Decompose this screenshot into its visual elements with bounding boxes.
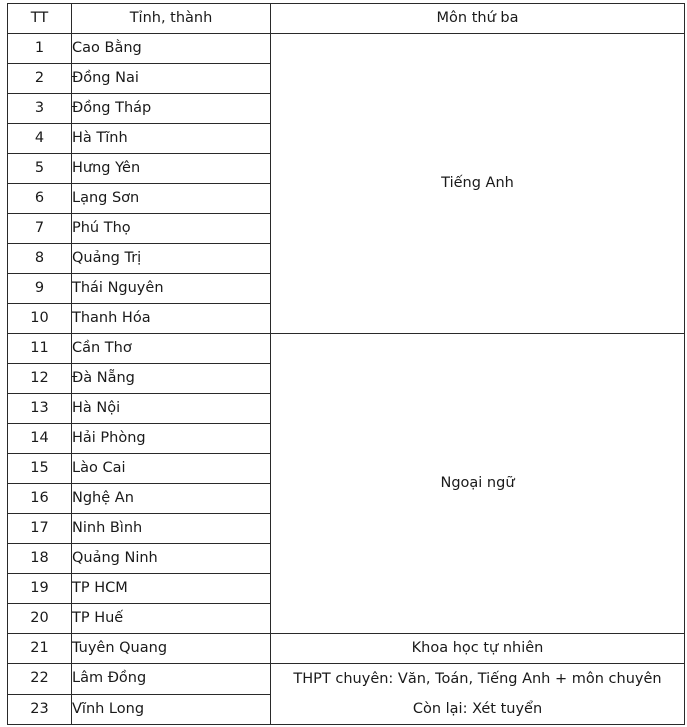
- row-number: 19: [8, 574, 72, 604]
- row-number: 11: [8, 334, 72, 364]
- row-number: 5: [8, 154, 72, 184]
- province-name: Đồng Tháp: [72, 94, 271, 124]
- province-name: Quảng Trị: [72, 244, 271, 274]
- row-number: 20: [8, 604, 72, 634]
- row-number: 6: [8, 184, 72, 214]
- row-number: 12: [8, 364, 72, 394]
- row-number: 17: [8, 514, 72, 544]
- row-number: 2: [8, 64, 72, 94]
- row-number: 14: [8, 424, 72, 454]
- subject-group-natural-science: Khoa học tự nhiên: [271, 634, 685, 664]
- province-name: Thái Nguyên: [72, 274, 271, 304]
- row-number: 4: [8, 124, 72, 154]
- province-name: TP Huế: [72, 604, 271, 634]
- row-number: 15: [8, 454, 72, 484]
- province-name: Cần Thơ: [72, 334, 271, 364]
- province-name: Ninh Bình: [72, 514, 271, 544]
- table-row: [8, 334, 685, 364]
- province-name: Đồng Nai: [72, 64, 271, 94]
- province-name: Đà Nẵng: [72, 364, 271, 394]
- table-header-row: [8, 4, 685, 34]
- row-number: 21: [8, 634, 72, 664]
- third-subject-table: [7, 3, 685, 725]
- province-name: Vĩnh Long: [72, 694, 271, 725]
- province-name: Hải Phòng: [72, 424, 271, 454]
- specialized-schools-note: THPT chuyên: Văn, Toán, Tiếng Anh + môn chuyên: [293, 671, 662, 687]
- other-schools-note: Còn lại: Xét tuyển: [412, 701, 543, 717]
- header-tt: TT: [8, 4, 72, 34]
- row-number: 8: [8, 244, 72, 274]
- row-number: 7: [8, 214, 72, 244]
- province-name: TP HCM: [72, 574, 271, 604]
- province-name: Thanh Hóa: [72, 304, 271, 334]
- row-number: 16: [8, 484, 72, 514]
- province-name: Tuyên Quang: [72, 634, 271, 664]
- header-province: Tỉnh, thành: [72, 4, 271, 34]
- province-name: Quảng Ninh: [72, 544, 271, 574]
- row-number: 1: [8, 34, 72, 64]
- subject-group-english: Tiếng Anh: [271, 34, 685, 334]
- row-number: 23: [8, 694, 72, 725]
- subject-group-lam-dong: [271, 664, 685, 725]
- row-number: 22: [8, 664, 72, 695]
- row-number: 10: [8, 304, 72, 334]
- province-name: Cao Bằng: [72, 34, 271, 64]
- province-name: Lâm Đồng: [72, 664, 271, 695]
- table-row: [8, 664, 685, 695]
- province-name: Hà Nội: [72, 394, 271, 424]
- row-number: 13: [8, 394, 72, 424]
- row-number: 18: [8, 544, 72, 574]
- province-name: Lạng Sơn: [72, 184, 271, 214]
- province-name: Phú Thọ: [72, 214, 271, 244]
- province-name: Hưng Yên: [72, 154, 271, 184]
- province-name: Lào Cai: [72, 454, 271, 484]
- subject-group-foreign-language: Ngoại ngữ: [271, 334, 685, 634]
- row-number: 3: [8, 94, 72, 124]
- header-subject: Môn thứ ba: [271, 4, 685, 34]
- table-row: [8, 34, 685, 64]
- row-number: 9: [8, 274, 72, 304]
- table-row: [8, 634, 685, 664]
- province-name: Hà Tĩnh: [72, 124, 271, 154]
- province-name: Nghệ An: [72, 484, 271, 514]
